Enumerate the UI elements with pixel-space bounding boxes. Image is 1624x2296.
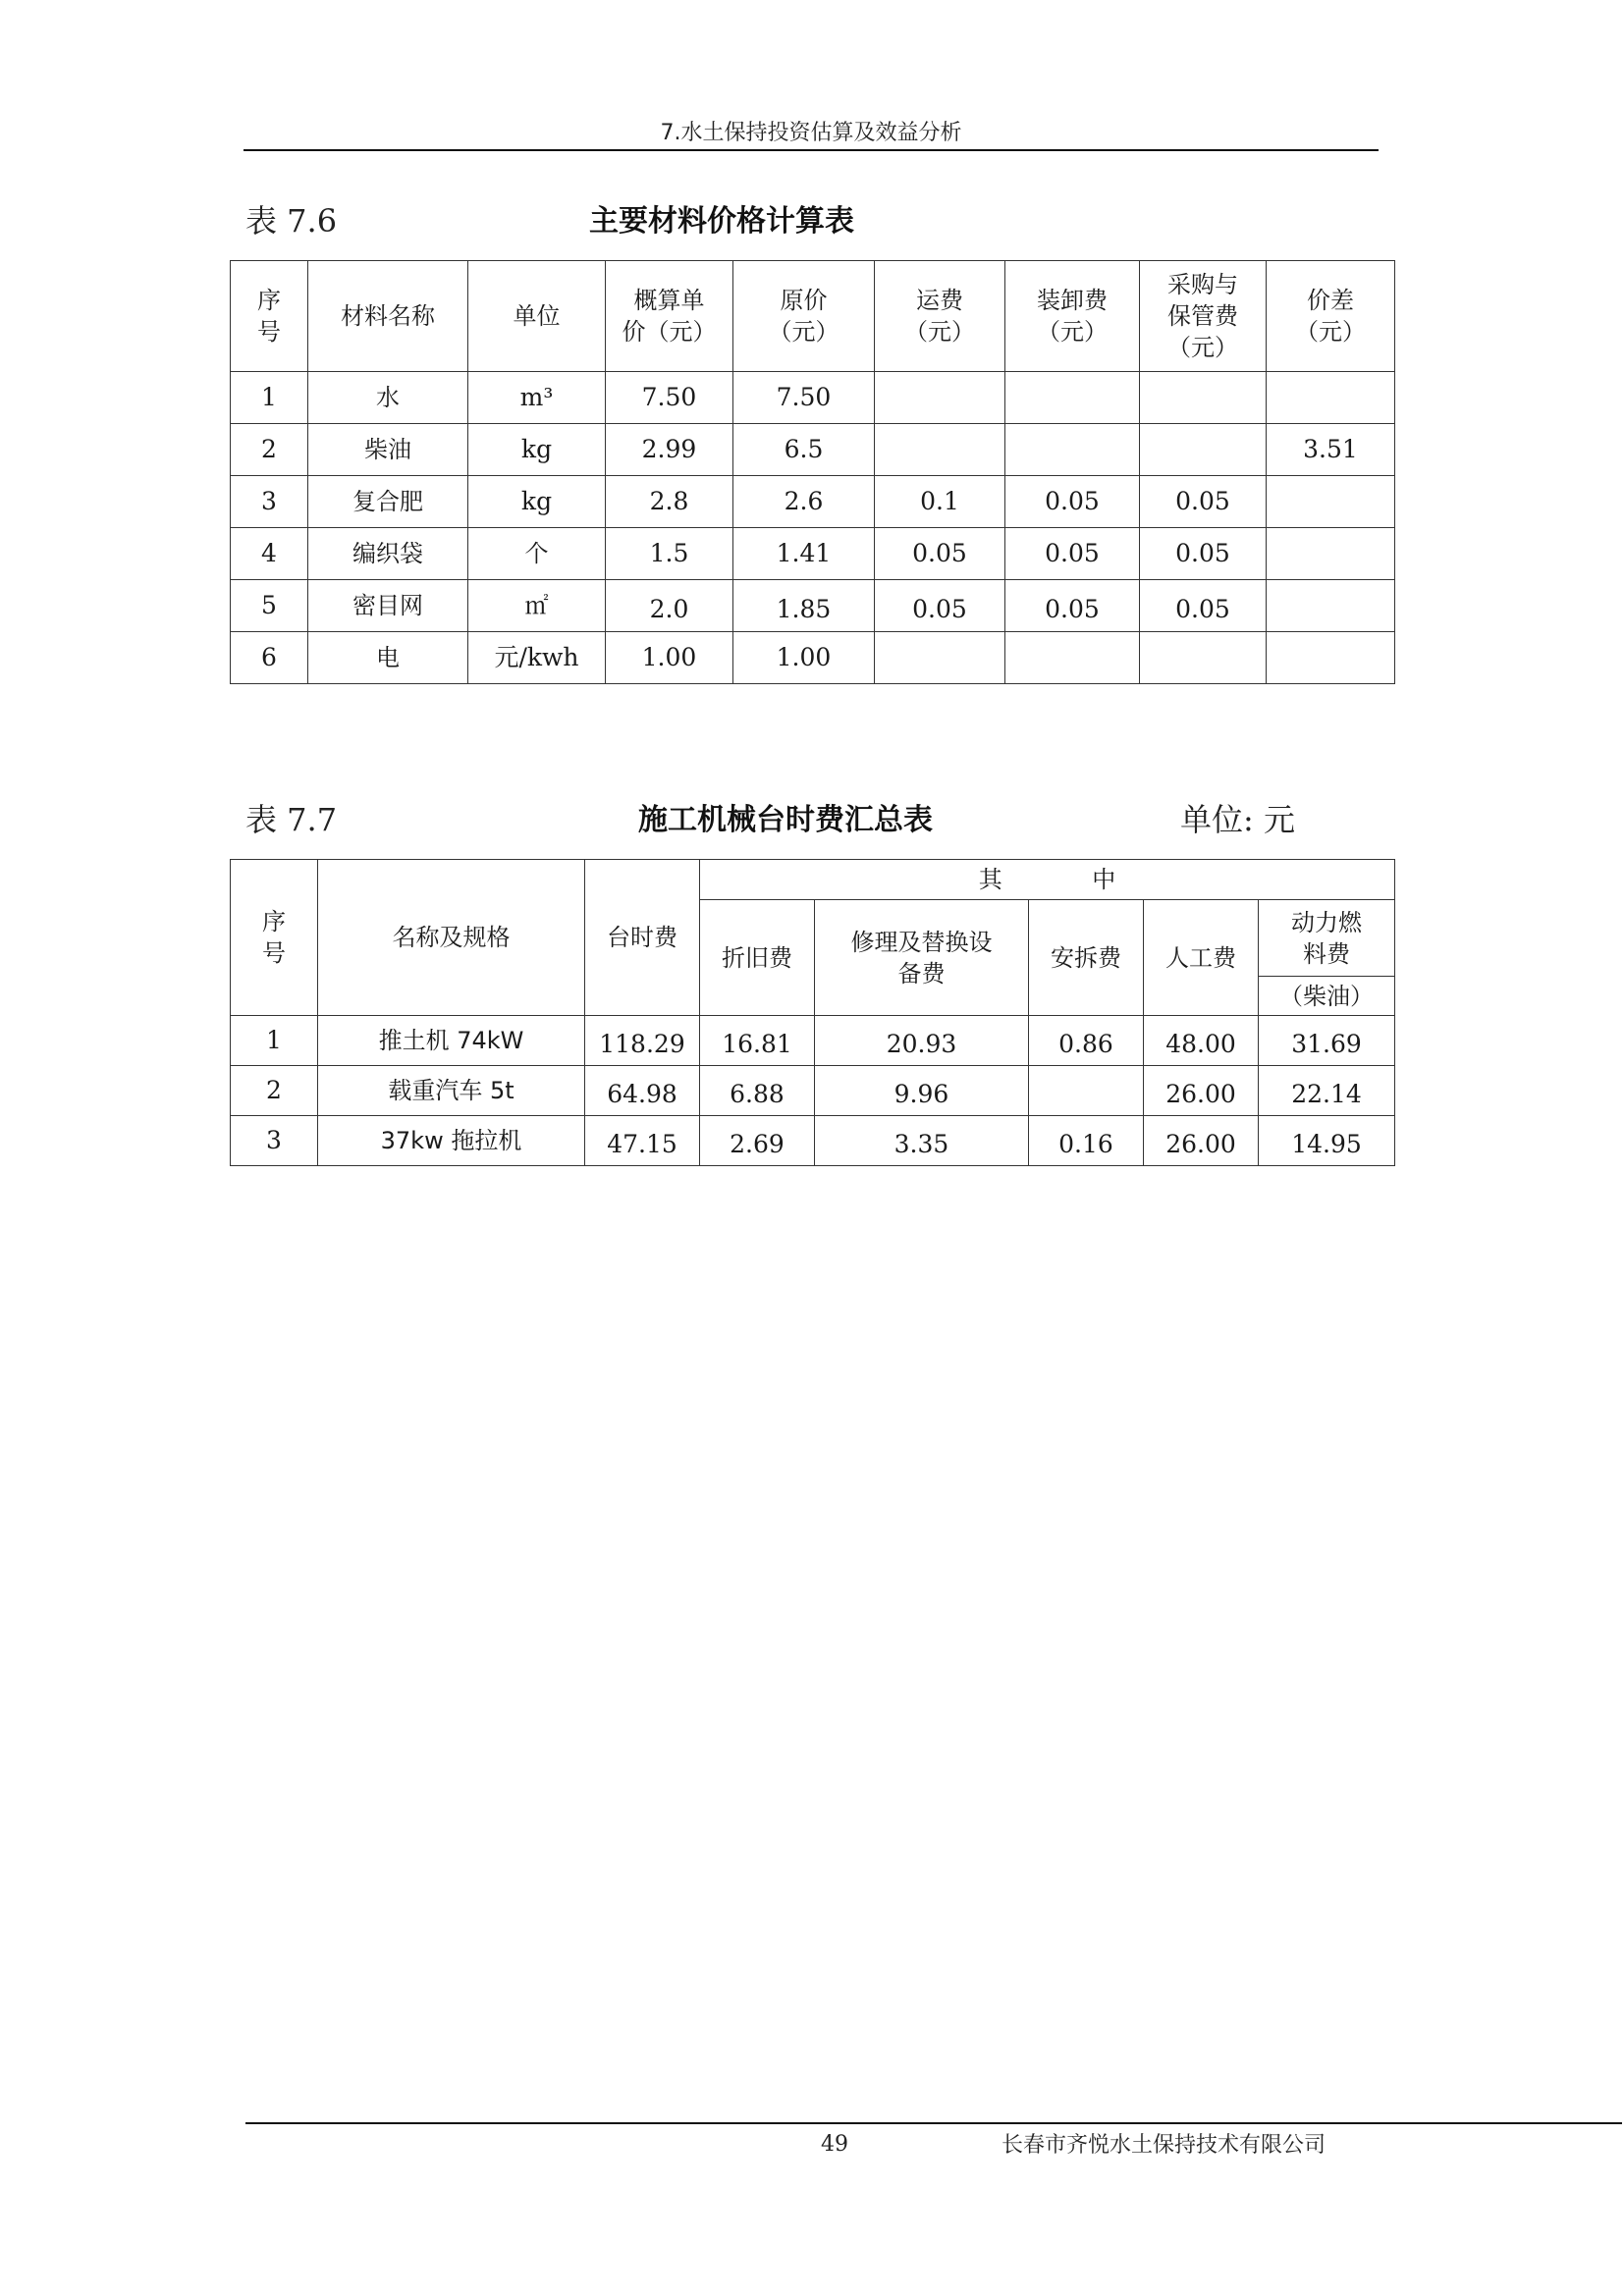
table-7-6-caption xyxy=(245,196,1384,240)
page-number: 49 xyxy=(821,2132,848,2157)
cell-material-name: 水 xyxy=(308,372,468,424)
header-divider xyxy=(244,149,1379,151)
page-header-title: 7.水土保持投资估算及效益分析 xyxy=(660,121,962,145)
cell-power-fuel: 14.95 xyxy=(1259,1116,1395,1166)
cell-unit: 元/kwh xyxy=(468,632,606,684)
cell-seq: 1 xyxy=(231,372,308,424)
cell-price-difference xyxy=(1267,476,1395,528)
cell-unit: kg xyxy=(468,476,606,528)
col-header-assembly-disassembly: 安拆费 xyxy=(1029,900,1144,1016)
cell-estimate-price: 1.00 xyxy=(606,632,733,684)
table-7-6-header-row xyxy=(231,261,1395,372)
cell-material-name: 柴油 xyxy=(308,424,468,476)
col-header-price-difference: 价差 （元） xyxy=(1267,261,1395,372)
cell-seq: 4 xyxy=(231,528,308,580)
cell-name-spec: 载重汽车 5t xyxy=(318,1066,585,1116)
footer-divider xyxy=(245,2122,1622,2124)
cell-price-difference xyxy=(1267,632,1395,684)
table-row xyxy=(231,476,1395,528)
cell-assembly-disassembly xyxy=(1029,1066,1144,1116)
col-header-group-among: 其 中 xyxy=(700,860,1395,900)
cell-price-difference xyxy=(1267,372,1395,424)
cell-assembly-disassembly: 0.86 xyxy=(1029,1016,1144,1066)
cell-name-spec: 37kw 拖拉机 xyxy=(318,1116,585,1166)
cell-freight: 0.05 xyxy=(875,528,1005,580)
cell-procurement-fee xyxy=(1140,424,1267,476)
cell-original-price: 7.50 xyxy=(733,372,875,424)
col-header-material-name: 材料名称 xyxy=(308,261,468,372)
col-header-hourly-cost: 台时费 xyxy=(585,860,700,1016)
col-header-power-diesel: （柴油） xyxy=(1259,977,1395,1016)
cell-procurement-fee: 0.05 xyxy=(1140,476,1267,528)
table-row xyxy=(231,1066,1395,1116)
cell-freight xyxy=(875,632,1005,684)
table-row xyxy=(231,528,1395,580)
cell-seq: 6 xyxy=(231,632,308,684)
cell-original-price: 6.5 xyxy=(733,424,875,476)
cell-estimate-price: 1.5 xyxy=(606,528,733,580)
cell-original-price: 1.00 xyxy=(733,632,875,684)
cell-freight xyxy=(875,372,1005,424)
cell-handling-fee: 0.05 xyxy=(1005,580,1140,632)
table-7-7-unit: 单位: 元 xyxy=(1180,801,1295,838)
cell-handling-fee: 0.05 xyxy=(1005,528,1140,580)
cell-power-fuel: 31.69 xyxy=(1259,1016,1395,1066)
col-header-power-fuel: 动力燃 料费 xyxy=(1259,900,1395,977)
col-header-freight: 运费 （元） xyxy=(875,261,1005,372)
machinery-hourly-cost-table xyxy=(230,859,1395,1166)
table-row xyxy=(231,372,1395,424)
table-7-7-number: 表 7.7 xyxy=(245,801,338,838)
cell-depreciation: 16.81 xyxy=(700,1016,815,1066)
cell-price-difference: 3.51 xyxy=(1267,424,1395,476)
cell-hourly-cost: 118.29 xyxy=(585,1016,700,1066)
cell-seq: 2 xyxy=(231,1066,318,1116)
cell-seq: 3 xyxy=(231,476,308,528)
cell-depreciation: 6.88 xyxy=(700,1066,815,1116)
cell-handling-fee: 0.05 xyxy=(1005,476,1140,528)
cell-estimate-price: 2.0 xyxy=(606,580,733,632)
table-7-6-title: 主要材料价格计算表 xyxy=(589,204,854,239)
cell-labor: 48.00 xyxy=(1144,1016,1259,1066)
cell-unit: ㎡ xyxy=(468,580,606,632)
cell-material-name: 密目网 xyxy=(308,580,468,632)
cell-labor: 26.00 xyxy=(1144,1066,1259,1116)
col-header-procurement-fee: 采购与 保管费 （元） xyxy=(1140,261,1267,372)
cell-seq: 3 xyxy=(231,1116,318,1166)
cell-material-name: 复合肥 xyxy=(308,476,468,528)
table-7-7-caption xyxy=(245,795,1384,838)
cell-unit: m³ xyxy=(468,372,606,424)
cell-estimate-price: 2.8 xyxy=(606,476,733,528)
cell-assembly-disassembly: 0.16 xyxy=(1029,1116,1144,1166)
cell-repair-replacement: 20.93 xyxy=(815,1016,1029,1066)
cell-repair-replacement: 3.35 xyxy=(815,1116,1029,1166)
cell-depreciation: 2.69 xyxy=(700,1116,815,1166)
cell-hourly-cost: 64.98 xyxy=(585,1066,700,1116)
cell-procurement-fee: 0.05 xyxy=(1140,528,1267,580)
cell-freight: 0.1 xyxy=(875,476,1005,528)
company-name: 长春市齐悦水土保持技术有限公司 xyxy=(1001,2133,1326,2158)
cell-original-price: 1.41 xyxy=(733,528,875,580)
table-row xyxy=(231,424,1395,476)
cell-seq: 1 xyxy=(231,1016,318,1066)
col-header-seq: 序 号 xyxy=(231,860,318,1016)
cell-procurement-fee: 0.05 xyxy=(1140,580,1267,632)
col-header-depreciation: 折旧费 xyxy=(700,900,815,1016)
cell-unit: 个 xyxy=(468,528,606,580)
cell-procurement-fee xyxy=(1140,632,1267,684)
cell-freight: 0.05 xyxy=(875,580,1005,632)
cell-freight xyxy=(875,424,1005,476)
col-header-unit: 单位 xyxy=(468,261,606,372)
col-header-name-spec: 名称及规格 xyxy=(318,860,585,1016)
col-header-handling-fee: 装卸费 （元） xyxy=(1005,261,1140,372)
col-header-seq: 序 号 xyxy=(231,261,308,372)
table-row xyxy=(231,632,1395,684)
cell-name-spec: 推土机 74kW xyxy=(318,1016,585,1066)
table-row xyxy=(231,580,1395,632)
table-7-6-number: 表 7.6 xyxy=(245,202,338,240)
cell-price-difference xyxy=(1267,528,1395,580)
cell-estimate-price: 2.99 xyxy=(606,424,733,476)
cell-material-name: 电 xyxy=(308,632,468,684)
cell-unit: kg xyxy=(468,424,606,476)
cell-estimate-price: 7.50 xyxy=(606,372,733,424)
material-price-table xyxy=(230,260,1395,684)
table-7-7-title: 施工机械台时费汇总表 xyxy=(638,803,933,837)
cell-handling-fee xyxy=(1005,424,1140,476)
cell-original-price: 1.85 xyxy=(733,580,875,632)
cell-material-name: 编织袋 xyxy=(308,528,468,580)
col-header-original-price: 原价 （元） xyxy=(733,261,875,372)
table-7-7-header-row-1 xyxy=(231,860,1395,900)
cell-seq: 5 xyxy=(231,580,308,632)
col-header-labor: 人工费 xyxy=(1144,900,1259,1016)
cell-handling-fee xyxy=(1005,372,1140,424)
cell-price-difference xyxy=(1267,580,1395,632)
cell-hourly-cost: 47.15 xyxy=(585,1116,700,1166)
col-header-estimate-price: 概算单 价（元） xyxy=(606,261,733,372)
cell-labor: 26.00 xyxy=(1144,1116,1259,1166)
cell-original-price: 2.6 xyxy=(733,476,875,528)
cell-seq: 2 xyxy=(231,424,308,476)
cell-power-fuel: 22.14 xyxy=(1259,1066,1395,1116)
cell-handling-fee xyxy=(1005,632,1140,684)
col-header-repair-replacement: 修理及替换设 备费 xyxy=(815,900,1029,1016)
cell-procurement-fee xyxy=(1140,372,1267,424)
cell-repair-replacement: 9.96 xyxy=(815,1066,1029,1116)
table-row xyxy=(231,1116,1395,1166)
table-row xyxy=(231,1016,1395,1066)
